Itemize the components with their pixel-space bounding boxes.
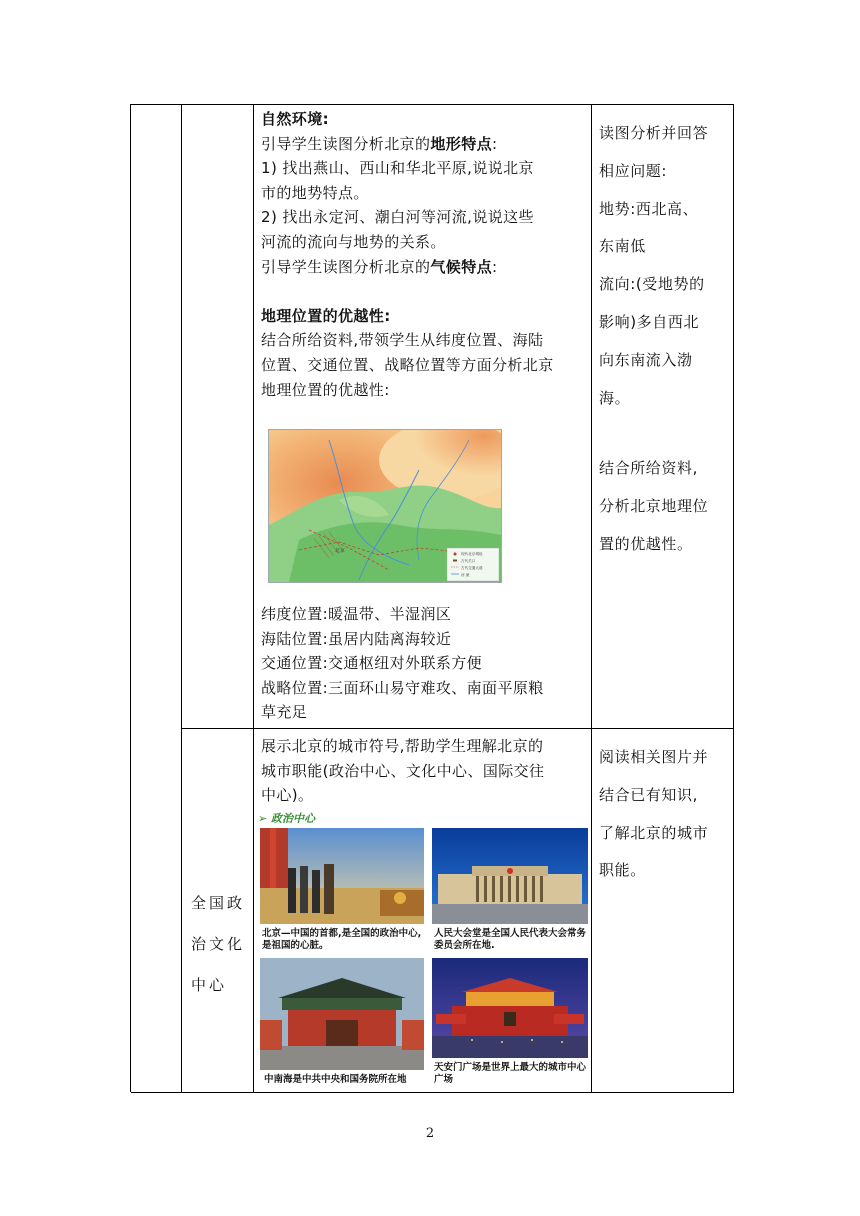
teacher-line: 2) 找出永定河、潮白河等河流,说说这些	[261, 208, 534, 227]
student-answer-location	[599, 442, 729, 570]
map-label-beijing: 北京	[335, 548, 346, 554]
caption-capital: 北京—中国的首都,是全国的政治中心,是祖国的心脏。	[262, 928, 422, 951]
caption-tiananmen: 天安门广场是世界上最大的城市中心广场	[434, 1062, 587, 1085]
map-legend-road: 古代交通大道	[461, 566, 483, 570]
position-line: 海陆位置:虽居内陆离海较近	[261, 629, 452, 648]
teacher-line: 河流的流向与地势的关系。	[261, 232, 446, 251]
founding-ceremony-image	[260, 828, 424, 924]
page-number: 2	[425, 1126, 435, 1141]
teacher-line: 结合所给资料,带领学生从纬度位置、海陆	[261, 331, 544, 350]
teacher-line-part: 引导学生读图分析北京的	[261, 134, 431, 153]
teacher-line: 1) 找出燕山、西山和华北平原,说说北京	[261, 159, 534, 178]
position-line: 交通位置:交通枢纽对外联系方便	[261, 654, 483, 673]
student-line: 东南低	[599, 237, 646, 256]
student-line: 分析北京地理位	[599, 496, 709, 515]
teacher-line: 城市职能(政治中心、文化中心、国际交往	[261, 761, 545, 780]
terrain-map-graphic	[269, 430, 501, 582]
student-line: 结合已有知识,	[599, 785, 698, 804]
student-line: 阅读相关图片并	[599, 748, 709, 766]
student-line: 职能。	[599, 861, 646, 880]
beijing-terrain-map	[268, 429, 502, 583]
teacher-line-part: 气候特点	[430, 257, 493, 276]
photo-tiananmen	[432, 958, 588, 1058]
student-line: 流向:(受地势的	[599, 275, 705, 294]
teacher-line: 市的地势特点。	[261, 183, 369, 202]
caption-great-hall: 人民大会堂是全国人民代表大会常务委员会所在地.	[434, 928, 587, 951]
teacher-line-part: :	[492, 134, 498, 153]
photo-section-title: ➢ 政治中心	[258, 812, 316, 825]
topic-line: 中心	[191, 976, 228, 994]
zhongnanhai-image	[260, 958, 424, 1070]
student-line: 影响)多自西北	[599, 312, 700, 331]
caption-zhongnanhai: 中南海是中共中央和国务院所在地	[264, 1074, 407, 1085]
teacher-line	[261, 255, 587, 280]
row1-col1	[131, 105, 182, 1093]
tiananmen-image	[432, 958, 588, 1058]
teacher-line-part: 地形特点	[430, 134, 493, 153]
topic-line: 治文化	[191, 935, 246, 953]
photo-great-hall	[432, 828, 588, 924]
teacher-line: 位置、交通位置、战略位置等方面分析北京	[261, 355, 554, 374]
photo-founding-ceremony	[260, 828, 424, 924]
map-legend-river: 河 流	[461, 573, 470, 577]
student-line: 向东南流入渤	[599, 350, 693, 369]
student-line: 相应问题:	[599, 161, 668, 180]
student-answer-terrain	[599, 107, 729, 424]
student-line: 了解北京的城市	[599, 823, 709, 842]
natural-environment-text	[261, 107, 587, 402]
teacher-line: 地理位置的优越性:	[261, 380, 390, 399]
student-answer-function	[599, 731, 729, 897]
topic-line: 全国政	[191, 894, 246, 912]
position-line: 草充足	[261, 703, 308, 722]
city-function-text	[261, 734, 587, 808]
student-line: 置的优越性。	[599, 534, 693, 553]
teacher-line: 展示北京的城市符号,帮助学生理解北京的	[261, 737, 544, 755]
topic-national-center	[191, 875, 251, 1013]
teacher-line-part: :	[492, 257, 498, 276]
political-center-photos	[256, 810, 590, 1090]
position-line: 纬度位置:暖温带、半湿润区	[261, 605, 452, 623]
teacher-line: 地理位置的优越性:	[261, 306, 391, 325]
teacher-line: 自然环境:	[261, 110, 329, 128]
student-line: 结合所给资料,	[599, 459, 698, 477]
position-line: 战略位置:三面环山易守难攻、南面平原粮	[261, 678, 544, 697]
student-line: 读图分析并回答	[599, 124, 709, 142]
student-line: 海。	[599, 388, 631, 407]
teacher-line	[261, 279, 587, 304]
teacher-line: 中心)。	[261, 786, 314, 805]
row1-col2	[182, 105, 254, 729]
great-hall-image	[432, 828, 588, 924]
photo-zhongnanhai	[260, 958, 424, 1070]
map-legend-city: 现代北京城址	[461, 552, 483, 556]
student-line: 地势:西北高、	[599, 199, 699, 218]
teacher-line	[261, 132, 587, 157]
position-analysis-text	[261, 602, 587, 725]
map-legend-pass: 古代关口	[461, 559, 476, 563]
teacher-line-part: 引导学生读图分析北京的	[261, 257, 431, 276]
